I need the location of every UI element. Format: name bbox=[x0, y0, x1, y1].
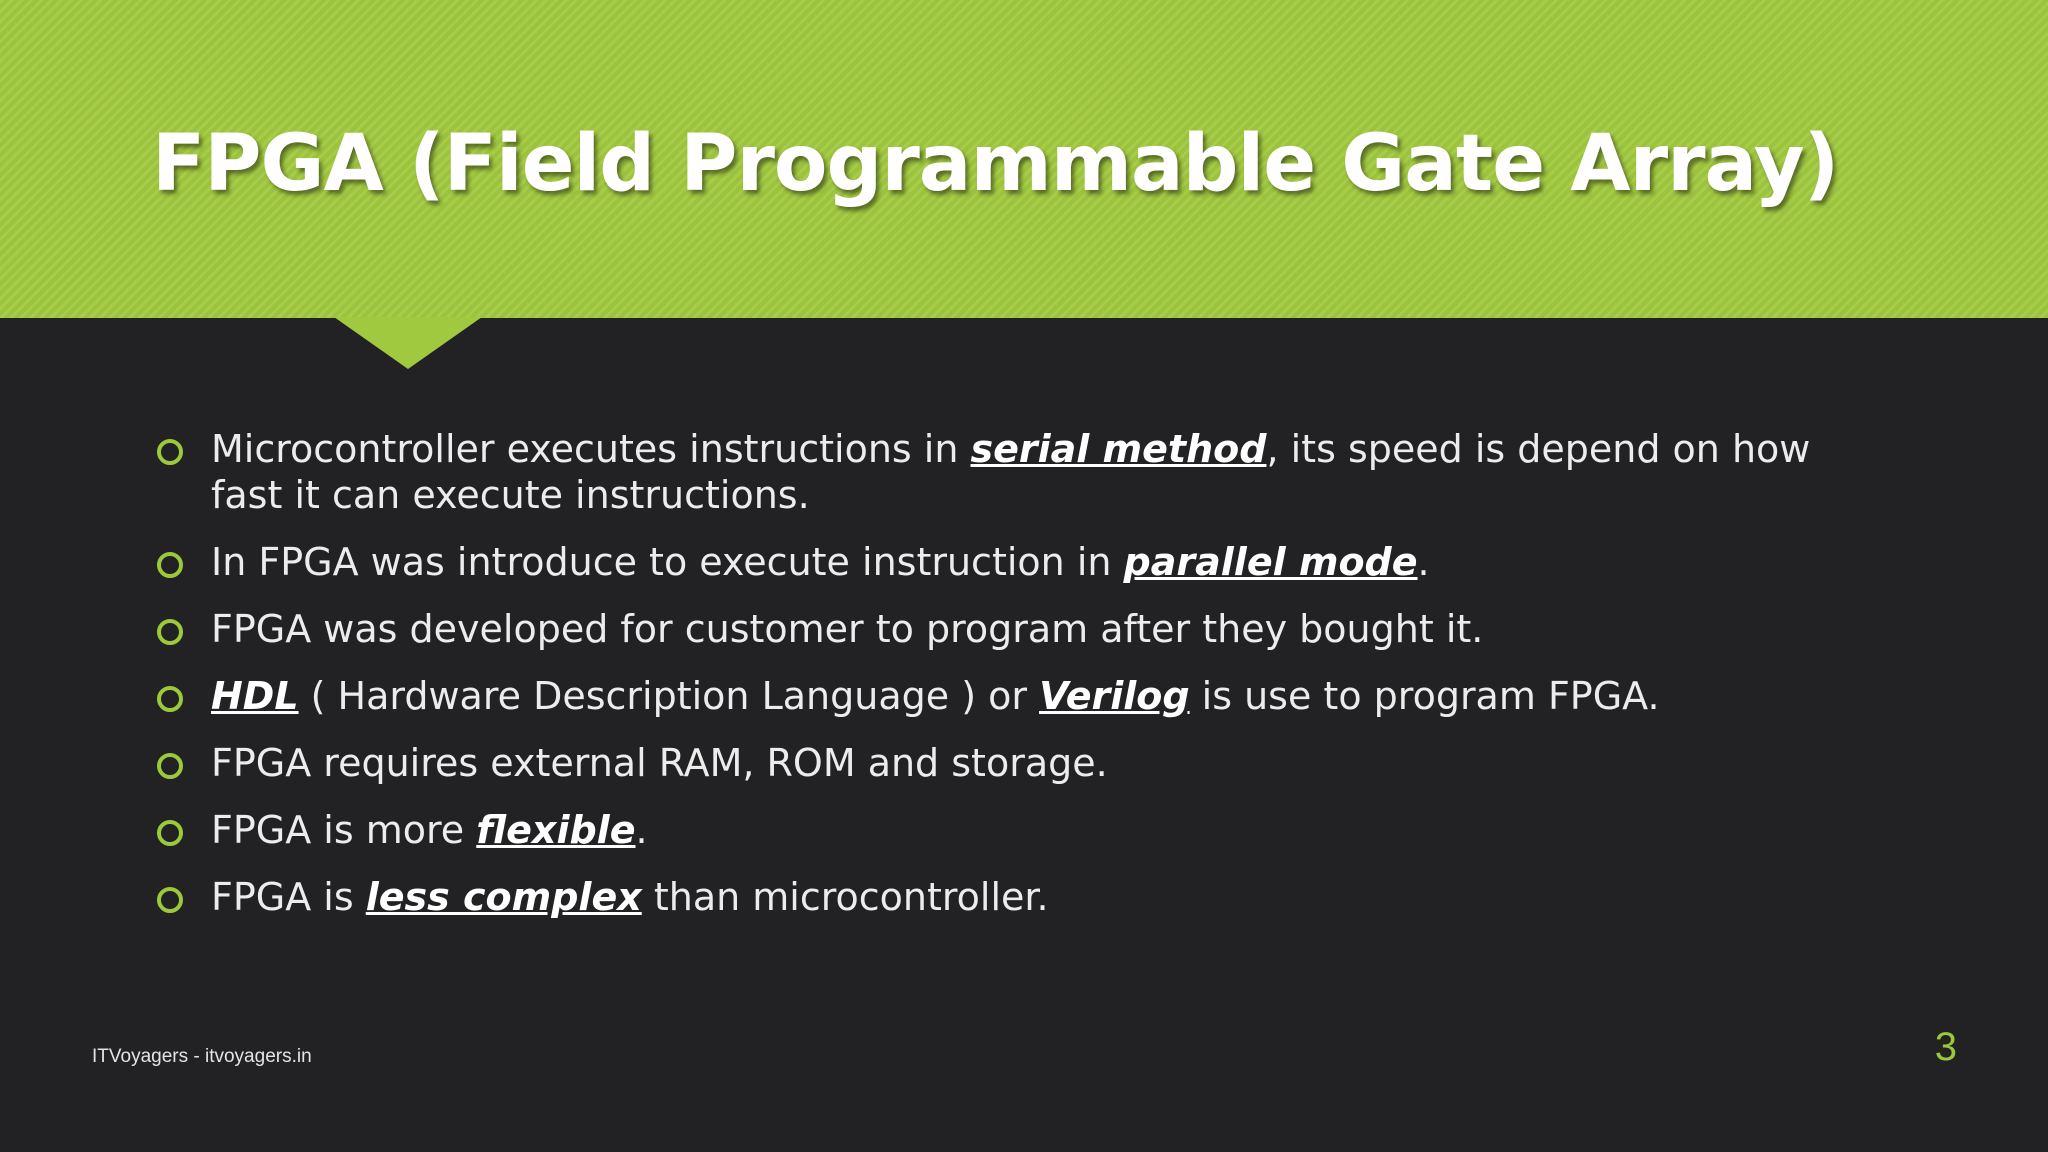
emphasis-text: less complex bbox=[365, 875, 642, 919]
bullet-item bbox=[155, 673, 1875, 719]
bullet-item bbox=[155, 807, 1875, 853]
emphasis-text: flexible bbox=[476, 808, 636, 852]
bullet-text bbox=[211, 741, 1108, 785]
bullet-item bbox=[155, 740, 1875, 786]
bullet-text bbox=[211, 427, 1810, 517]
hollow-circle-bullet-icon bbox=[157, 887, 183, 913]
title-banner bbox=[0, 0, 2048, 318]
hollow-circle-bullet-icon bbox=[157, 619, 183, 645]
text-segment: FPGA was developed for customer to program after they bought it. bbox=[211, 607, 1484, 651]
hollow-circle-bullet-icon bbox=[157, 552, 183, 578]
emphasis-text: Verilog bbox=[1039, 674, 1190, 718]
hollow-circle-bullet-icon bbox=[157, 686, 183, 712]
emphasis-text: parallel mode bbox=[1123, 540, 1418, 584]
text-segment: , its speed is depend on how fast it can execute instructions. bbox=[211, 427, 1811, 517]
bullet-text bbox=[211, 540, 1430, 584]
text-segment: Microcontroller executes instructions in bbox=[211, 427, 971, 471]
text-segment: FPGA is more bbox=[211, 808, 477, 852]
bullet-item bbox=[155, 539, 1875, 585]
hollow-circle-bullet-icon bbox=[157, 753, 183, 779]
bullet-text bbox=[211, 674, 1660, 718]
text-segment: FPGA requires external RAM, ROM and storage. bbox=[211, 741, 1108, 785]
text-segment: . bbox=[635, 808, 648, 852]
slide-title: FPGA (Field Programmable Gate Array) bbox=[152, 119, 1839, 209]
page-number: 3 bbox=[1934, 1025, 1957, 1069]
text-segment: than microcontroller. bbox=[641, 875, 1049, 919]
emphasis-text: serial method bbox=[970, 427, 1267, 471]
text-segment: FPGA is bbox=[211, 875, 366, 919]
text-segment: is use to program FPGA. bbox=[1189, 674, 1660, 718]
bullet-item bbox=[155, 426, 1875, 518]
bullet-text bbox=[211, 607, 1483, 651]
bullet-item bbox=[155, 606, 1875, 652]
text-segment: In FPGA was introduce to execute instruction in bbox=[211, 540, 1124, 584]
hollow-circle-bullet-icon bbox=[157, 439, 183, 465]
text-segment: ( Hardware Description Language ) or bbox=[298, 674, 1040, 718]
footer-text: ITVoyagers - itvoyagers.in bbox=[92, 1046, 312, 1067]
text-segment: . bbox=[1417, 540, 1430, 584]
bullet-text bbox=[211, 808, 648, 852]
banner-pointer bbox=[334, 317, 482, 369]
emphasis-text: HDL bbox=[211, 674, 299, 718]
bullet-item bbox=[155, 874, 1875, 920]
hollow-circle-bullet-icon bbox=[157, 820, 183, 846]
bullet-text bbox=[211, 875, 1049, 919]
bullet-list bbox=[155, 426, 1875, 941]
